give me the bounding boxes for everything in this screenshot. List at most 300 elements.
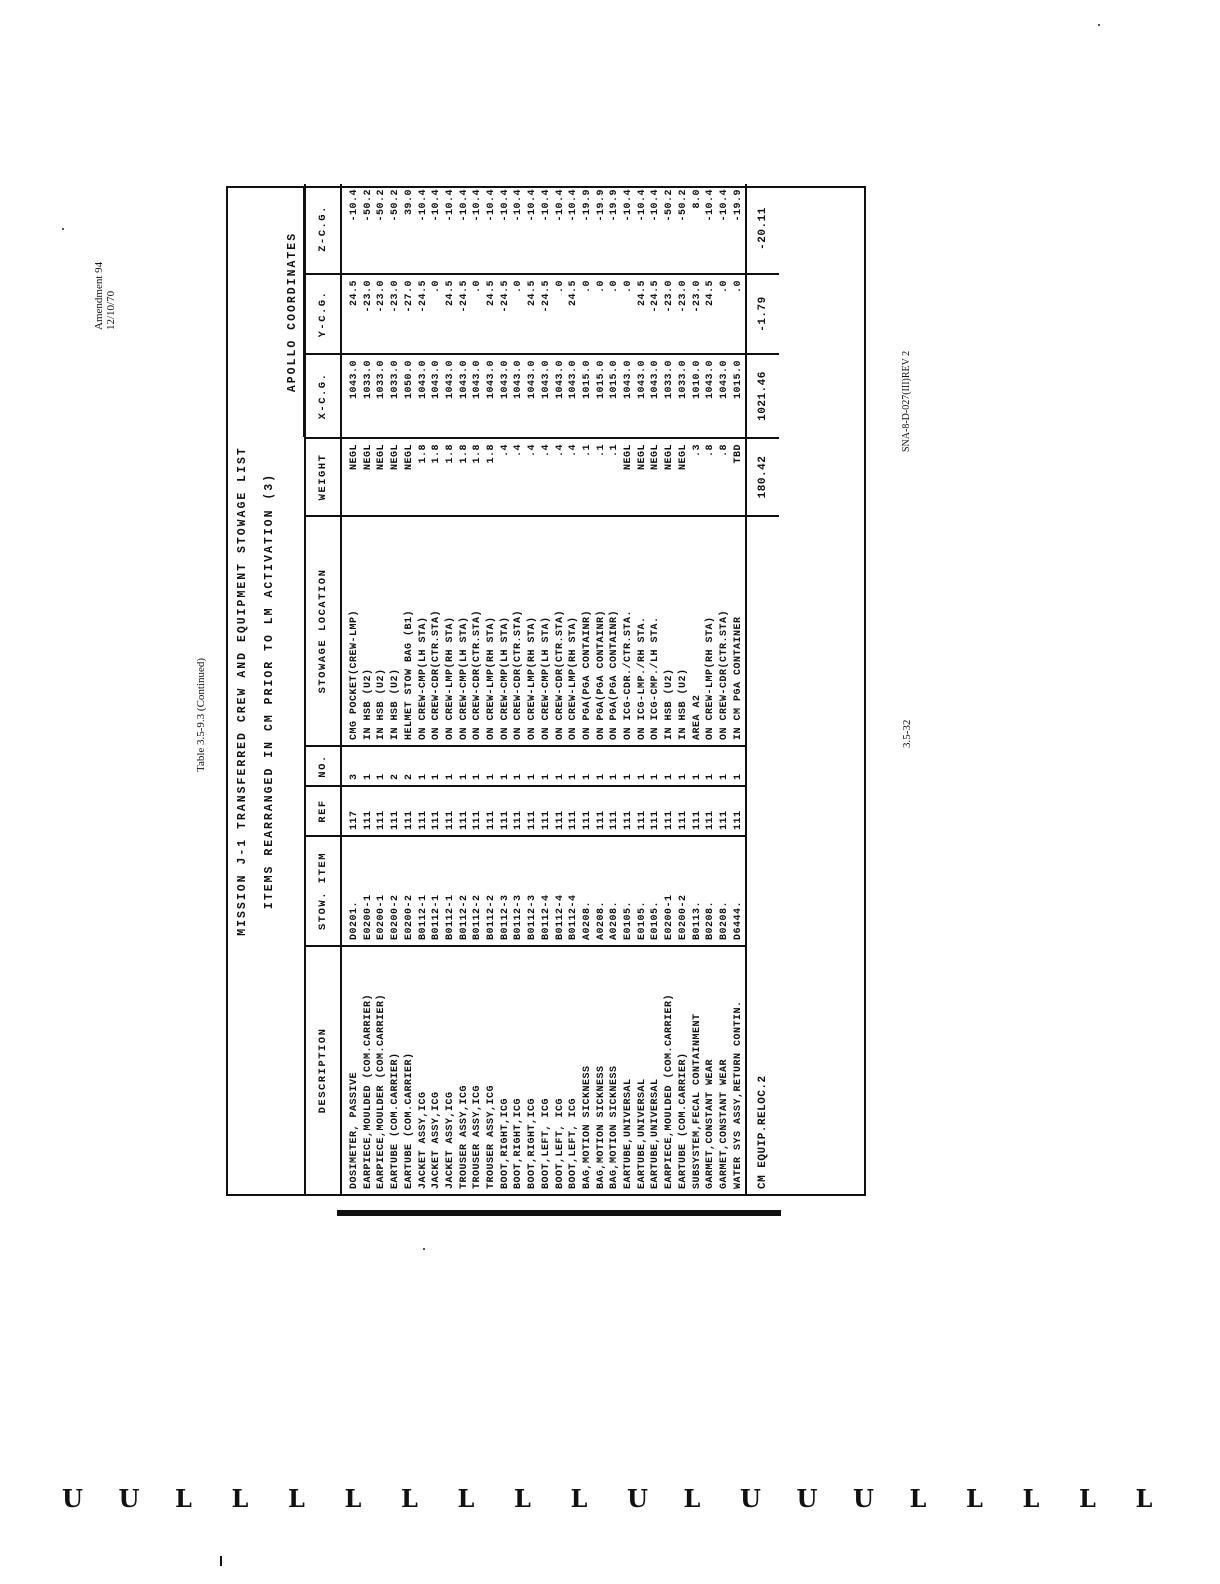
quantity-cell: 1 xyxy=(691,746,705,786)
ref-cell: 111 xyxy=(526,786,540,836)
registration-mark: U xyxy=(118,1484,140,1513)
weight-cell: .4 xyxy=(567,438,581,516)
stow-item-cell: B0113. xyxy=(691,836,705,946)
ref-cell: 111 xyxy=(595,786,609,836)
quantity-cell: 1 xyxy=(581,746,595,786)
quantity-cell: 1 xyxy=(608,746,622,786)
quantity-cell: 1 xyxy=(362,746,376,786)
total-x-cg: 1021.46 xyxy=(746,354,779,438)
stowage-location-cell: ON CREW-CMP(LH STA) xyxy=(458,516,472,746)
table-row xyxy=(718,184,732,1194)
z-cg-cell: -10.4 xyxy=(430,184,444,274)
weight-cell: NEGL xyxy=(649,438,663,516)
ref-cell: 111 xyxy=(732,786,747,836)
stow-item-cell: B0112-3 xyxy=(512,836,526,946)
stowage-location-cell: ON CREW-LMP(RH STA) xyxy=(444,516,458,746)
y-cg-cell: .0 xyxy=(595,274,609,354)
stow-item-cell: E0105. xyxy=(636,836,650,946)
y-cg-cell: 24.5 xyxy=(341,274,362,354)
registration-mark: U xyxy=(740,1484,761,1513)
ref-cell: 111 xyxy=(691,786,705,836)
weight-cell: NEGL xyxy=(636,438,650,516)
quantity-cell: 1 xyxy=(526,746,540,786)
x-cg-cell: 1043.0 xyxy=(540,354,554,438)
stow-item-cell: E0200-2 xyxy=(403,836,417,946)
x-cg-cell: 1043.0 xyxy=(718,354,732,438)
black-bar xyxy=(337,1210,781,1216)
table-row xyxy=(732,184,747,1194)
stowage-location-cell: ON CREW-LMP(RH STA) xyxy=(704,516,718,746)
stowage-location-cell: ON CREW-LMP(RH STA) xyxy=(485,516,499,746)
x-cg-cell: 1033.0 xyxy=(389,354,403,438)
ref-cell: 111 xyxy=(458,786,472,836)
registration-mark: U xyxy=(627,1484,648,1513)
stowage-location-cell: AREA A2 xyxy=(691,516,705,746)
table-row xyxy=(691,184,705,1194)
stowage-location-cell: IN HSB (U2) xyxy=(375,516,389,746)
y-cg-cell: -23.0 xyxy=(375,274,389,354)
y-cg-cell: -24.5 xyxy=(499,274,513,354)
column-header: STOWAGE LOCATION xyxy=(305,516,341,746)
amendment-label: Amendment 94 xyxy=(93,261,105,330)
y-cg-cell: 24.5 xyxy=(636,274,650,354)
weight-cell: NEGL xyxy=(375,438,389,516)
quantity-cell: 1 xyxy=(417,746,431,786)
y-cg-cell: -23.0 xyxy=(389,274,403,354)
registration-mark: L xyxy=(683,1484,701,1513)
total-weight: 180.42 xyxy=(746,438,779,516)
stowage-location-cell: ON PGA(PGA CONTAINR) xyxy=(581,516,595,746)
ref-cell: 111 xyxy=(430,786,444,836)
description-cell: BOOT,RIGHT,ICG xyxy=(513,1097,525,1189)
stowage-location-cell: IN HSB (U2) xyxy=(663,516,677,746)
z-cg-cell: -10.4 xyxy=(554,184,568,274)
weight-cell: .1 xyxy=(595,438,609,516)
ref-cell: 111 xyxy=(444,786,458,836)
table-body xyxy=(341,184,746,1194)
registration-mark: L xyxy=(1079,1484,1096,1513)
description-cell: BAG,MOTION SICKNESS xyxy=(609,1065,621,1189)
group-header-row xyxy=(282,188,304,1194)
quantity-cell: 1 xyxy=(636,746,650,786)
x-cg-cell: 1043.0 xyxy=(636,354,650,438)
weight-cell: TBD xyxy=(732,438,747,516)
x-cg-cell: 1015.0 xyxy=(732,354,747,438)
stow-item-cell: E0200-1 xyxy=(375,836,389,946)
table-row xyxy=(417,184,431,1194)
y-cg-cell: .0 xyxy=(554,274,568,354)
weight-cell: 1.8 xyxy=(458,438,472,516)
weight-cell: 1.8 xyxy=(471,438,485,516)
x-cg-cell: 1050.0 xyxy=(403,354,417,438)
z-cg-cell: -10.4 xyxy=(704,184,718,274)
stowage-location-cell: ON CREW-CMP(LH STA) xyxy=(417,516,431,746)
description-cell: EARPIECE,MOULDED (COM.CARRIER) xyxy=(664,993,676,1189)
x-cg-cell: 1043.0 xyxy=(458,354,472,438)
z-cg-cell: -10.4 xyxy=(649,184,663,274)
column-header: WEIGHT xyxy=(305,438,341,516)
weight-cell: 1.8 xyxy=(444,438,458,516)
weight-cell: NEGL xyxy=(341,438,362,516)
stow-item-cell: B0112-2 xyxy=(471,836,485,946)
stowage-table xyxy=(226,186,866,1196)
y-cg-cell: -23.0 xyxy=(677,274,691,354)
ref-cell: 111 xyxy=(403,786,417,836)
registration-mark: L xyxy=(288,1484,305,1513)
description-cell: BOOT,RIGHT,ICG xyxy=(499,1097,511,1189)
z-cg-cell: -10.4 xyxy=(526,184,540,274)
stow-item-cell: B0112-3 xyxy=(499,836,513,946)
description-cell: EARTUBE,UNIVERSAL xyxy=(650,1078,662,1189)
stowage-location-cell: ON PGA(PGA CONTAINR) xyxy=(595,516,609,746)
stowage-location-cell: ON CREW-CDR(CTR.STA) xyxy=(554,516,568,746)
weight-cell: .1 xyxy=(581,438,595,516)
quantity-cell: 1 xyxy=(704,746,718,786)
x-cg-cell: 1043.0 xyxy=(430,354,444,438)
y-cg-cell: 24.5 xyxy=(526,274,540,354)
ref-cell: 111 xyxy=(567,786,581,836)
z-cg-cell: -10.4 xyxy=(718,184,732,274)
z-cg-cell: -50.2 xyxy=(677,184,691,274)
description-cell: TROUSER ASSY,ICG xyxy=(486,1084,498,1189)
stow-item-cell: E0200-1 xyxy=(663,836,677,946)
ref-cell: 111 xyxy=(636,786,650,836)
stow-item-cell: B0112-2 xyxy=(458,836,472,946)
stowage-location-cell: ON ICG-CMP./LH STA. xyxy=(649,516,663,746)
table-row xyxy=(554,184,568,1194)
weight-cell: NEGL xyxy=(677,438,691,516)
speck xyxy=(62,228,64,230)
amendment-note xyxy=(93,210,117,330)
x-cg-cell: 1043.0 xyxy=(499,354,513,438)
stow-item-cell: B0112-1 xyxy=(417,836,431,946)
description-cell: EARTUBE (COM.CARRIER) xyxy=(390,1052,402,1189)
x-cg-cell: 1043.0 xyxy=(622,354,636,438)
table-row xyxy=(444,184,458,1194)
table-row xyxy=(341,184,362,1194)
y-cg-cell: -24.5 xyxy=(458,274,472,354)
quantity-cell: 1 xyxy=(485,746,499,786)
table-row xyxy=(375,184,389,1194)
x-cg-cell: 1043.0 xyxy=(567,354,581,438)
weight-cell: .4 xyxy=(526,438,540,516)
weight-cell: NEGL xyxy=(403,438,417,516)
quantity-cell: 1 xyxy=(718,746,732,786)
column-header: Y-C.G. xyxy=(305,274,341,354)
ref-cell: 111 xyxy=(677,786,691,836)
description-cell: DOSIMETER, PASSIVE xyxy=(349,1071,360,1189)
z-cg-cell: -50.2 xyxy=(375,184,389,274)
description-cell: TROUSER ASSY,ICG xyxy=(458,1084,470,1189)
quantity-cell: 1 xyxy=(540,746,554,786)
y-cg-cell: .0 xyxy=(430,274,444,354)
y-cg-cell: .0 xyxy=(608,274,622,354)
stowage-location-cell: ON ICG-LMP./RH STA. xyxy=(636,516,650,746)
stow-item-cell: A0208. xyxy=(595,836,609,946)
description-cell: BOOT,RIGHT,ICG xyxy=(527,1097,539,1189)
description-cell: EARTUBE (COM.CARRIER) xyxy=(403,1052,415,1189)
weight-cell: .4 xyxy=(512,438,526,516)
stowage-location-cell: ON CREW-LMP(RH STA) xyxy=(567,516,581,746)
table-row xyxy=(389,184,403,1194)
description-cell: JACKET ASSY,ICG xyxy=(417,1091,429,1189)
registration-mark: L xyxy=(1135,1484,1153,1513)
ref-cell: 111 xyxy=(499,786,513,836)
column-header: DESCRIPTION xyxy=(305,946,341,1194)
y-cg-cell: 24.5 xyxy=(444,274,458,354)
y-cg-cell: .0 xyxy=(581,274,595,354)
z-cg-cell: -10.4 xyxy=(417,184,431,274)
stow-item-cell: D0201. xyxy=(341,836,362,946)
page-number: 3.5-32 xyxy=(901,719,913,748)
quantity-cell: 1 xyxy=(512,746,526,786)
quantity-cell: 1 xyxy=(499,746,513,786)
stow-item-cell: E0200-2 xyxy=(389,836,403,946)
z-cg-cell: -50.2 xyxy=(663,184,677,274)
registration-mark: L xyxy=(966,1484,983,1513)
stow-item-cell: B0112-2 xyxy=(485,836,499,946)
z-cg-cell: -10.4 xyxy=(622,184,636,274)
table-row xyxy=(704,184,718,1194)
z-cg-cell: -10.4 xyxy=(341,184,362,274)
table-title: MISSION J-1 TRANSFERRED CREW AND EQUIPMENT STOWAGE LIST xyxy=(236,446,249,936)
z-cg-cell: -10.4 xyxy=(567,184,581,274)
stowage-location-cell: IN CM PGA CONTAINER xyxy=(732,516,747,746)
table-row xyxy=(636,184,650,1194)
description-cell: BOOT,LEFT, ICG xyxy=(540,1097,552,1189)
total-z-cg: -20.11 xyxy=(746,184,779,274)
stowage-location-cell: ON PGA(PGA CONTAINR) xyxy=(608,516,622,746)
ref-cell: 111 xyxy=(389,786,403,836)
ref-cell: 111 xyxy=(622,786,636,836)
weight-cell: 1.8 xyxy=(430,438,444,516)
ref-cell: 111 xyxy=(704,786,718,836)
x-cg-cell: 1043.0 xyxy=(341,354,362,438)
stow-item-cell: B0112-3 xyxy=(526,836,540,946)
stowage-location-cell: ON CREW-CDR(CTR.STA) xyxy=(512,516,526,746)
quantity-cell: 1 xyxy=(567,746,581,786)
z-cg-cell: -10.4 xyxy=(636,184,650,274)
weight-cell: .1 xyxy=(608,438,622,516)
weight-cell: .3 xyxy=(691,438,705,516)
description-cell: BOOT,LEFT, ICG xyxy=(554,1097,566,1189)
bottom-tick xyxy=(220,1556,222,1566)
description-cell: WATER SYS ASSY,RETURN CONTIN. xyxy=(732,1000,744,1189)
z-cg-cell: -10.4 xyxy=(471,184,485,274)
ref-cell: 111 xyxy=(540,786,554,836)
x-cg-cell: 1043.0 xyxy=(417,354,431,438)
description-cell: GARMET,CONSTANT WEAR xyxy=(718,1058,730,1189)
z-cg-cell: -19.9 xyxy=(608,184,622,274)
description-cell: EARPIECE,MOULDER (COM.CARRIER) xyxy=(376,993,388,1189)
table-row xyxy=(663,184,677,1194)
y-cg-cell: -27.0 xyxy=(403,274,417,354)
stowage-location-cell: ON CREW-CDR(CTR.STA) xyxy=(430,516,444,746)
speck xyxy=(423,1248,425,1250)
table-row xyxy=(677,184,691,1194)
stow-item-cell: E0105. xyxy=(622,836,636,946)
description-cell: SUBSYSTEM,FECAL CONTAINMENT xyxy=(691,1013,703,1189)
y-cg-cell: -24.5 xyxy=(649,274,663,354)
y-cg-cell: -24.5 xyxy=(417,274,431,354)
x-cg-cell: 1010.0 xyxy=(691,354,705,438)
description-cell: EARTUBE,UNIVERSAL xyxy=(636,1078,648,1189)
quantity-cell: 1 xyxy=(732,746,747,786)
y-cg-cell: -23.0 xyxy=(663,274,677,354)
stowage-location-cell: ON CREW-LMP(RH STA) xyxy=(526,516,540,746)
stowage-location-cell: IN HSB (U2) xyxy=(362,516,376,746)
registration-mark: U xyxy=(62,1484,83,1513)
stow-item-cell: B0208. xyxy=(704,836,718,946)
ref-cell: 111 xyxy=(554,786,568,836)
table-row xyxy=(458,184,472,1194)
weight-cell: .8 xyxy=(718,438,732,516)
stow-item-cell: B0112-4 xyxy=(567,836,581,946)
ref-cell: 111 xyxy=(417,786,431,836)
quantity-cell: 1 xyxy=(554,746,568,786)
x-cg-cell: 1033.0 xyxy=(677,354,691,438)
stowage-location-cell: ON CREW-CDR(CTR.STA) xyxy=(718,516,732,746)
description-cell: JACKET ASSY,ICG xyxy=(444,1091,456,1189)
y-cg-cell: .0 xyxy=(718,274,732,354)
y-cg-cell: .0 xyxy=(622,274,636,354)
x-cg-cell: 1043.0 xyxy=(485,354,499,438)
quantity-cell: 2 xyxy=(389,746,403,786)
document-id: SNA-8-D-027(III)REV 2 xyxy=(901,350,912,452)
z-cg-cell: -10.4 xyxy=(499,184,513,274)
quantity-cell: 1 xyxy=(444,746,458,786)
stow-item-cell: B0112-4 xyxy=(554,836,568,946)
column-header: STOW. ITEM xyxy=(305,836,341,946)
x-cg-cell: 1043.0 xyxy=(649,354,663,438)
y-cg-cell: .0 xyxy=(512,274,526,354)
weight-cell: 1.8 xyxy=(417,438,431,516)
ref-cell: 111 xyxy=(512,786,526,836)
stow-item-cell: B0112-4 xyxy=(540,836,554,946)
z-cg-cell: -10.4 xyxy=(444,184,458,274)
ref-cell: 111 xyxy=(375,786,389,836)
registration-mark: L xyxy=(401,1484,418,1513)
description-cell: BAG,MOTION SICKNESS xyxy=(595,1065,607,1189)
x-cg-cell: 1043.0 xyxy=(512,354,526,438)
y-cg-cell: -24.5 xyxy=(540,274,554,354)
table-row xyxy=(471,184,485,1194)
x-cg-cell: 1015.0 xyxy=(608,354,622,438)
z-cg-cell: -10.4 xyxy=(540,184,554,274)
stowage-location-cell: ON ICG-CDR./CTR.STA. xyxy=(622,516,636,746)
weight-cell: NEGL xyxy=(389,438,403,516)
stowage-location-cell: HELMET STOW BAG (B1) xyxy=(403,516,417,746)
table-row xyxy=(403,184,417,1194)
quantity-cell: 3 xyxy=(341,746,362,786)
x-cg-cell: 1033.0 xyxy=(663,354,677,438)
table-row xyxy=(622,184,636,1194)
quantity-cell: 1 xyxy=(471,746,485,786)
y-cg-cell: .0 xyxy=(471,274,485,354)
table-row xyxy=(567,184,581,1194)
table-row xyxy=(595,184,609,1194)
apollo-coordinates-header: APOLLO COORDINATES xyxy=(286,231,299,393)
y-cg-cell: .0 xyxy=(732,274,747,354)
y-cg-cell: -23.0 xyxy=(691,274,705,354)
description-cell: EARTUBE (COM.CARRIER) xyxy=(677,1052,689,1189)
z-cg-cell: -10.4 xyxy=(485,184,499,274)
weight-cell: 1.8 xyxy=(485,438,499,516)
quantity-cell: 1 xyxy=(595,746,609,786)
description-cell: BAG,MOTION SICKNESS xyxy=(581,1065,593,1189)
description-cell: TROUSER ASSY,ICG xyxy=(472,1084,484,1189)
quantity-cell: 1 xyxy=(663,746,677,786)
amendment-date: 12/10/70 xyxy=(105,290,117,330)
registration-mark: L xyxy=(570,1484,588,1513)
stowage-location-cell: CMG POCKET(CREW-LMP) xyxy=(341,516,362,746)
registration-mark: L xyxy=(1022,1484,1040,1513)
quantity-cell: 1 xyxy=(677,746,691,786)
total-y-cg: -1.79 xyxy=(746,274,779,354)
stow-item-cell: D6444. xyxy=(732,836,747,946)
ref-cell: 111 xyxy=(581,786,595,836)
x-cg-cell: 1043.0 xyxy=(704,354,718,438)
quantity-cell: 1 xyxy=(458,746,472,786)
x-cg-cell: 1043.0 xyxy=(471,354,485,438)
z-cg-cell: -50.2 xyxy=(389,184,403,274)
table-row xyxy=(499,184,513,1194)
x-cg-cell: 1033.0 xyxy=(375,354,389,438)
y-cg-cell: -23.0 xyxy=(362,274,376,354)
header-row xyxy=(305,184,341,1194)
stow-item-cell: B0112-1 xyxy=(444,836,458,946)
description-cell: EARTUBE,UNIVERSAL xyxy=(623,1078,635,1189)
y-cg-cell: 24.5 xyxy=(485,274,499,354)
table-row xyxy=(512,184,526,1194)
stowage-grid xyxy=(304,184,779,1194)
z-cg-cell: -10.4 xyxy=(458,184,472,274)
stowage-location-cell: IN HSB (U2) xyxy=(389,516,403,746)
stowage-location-cell: IN HSB (U2) xyxy=(677,516,691,746)
table-row xyxy=(485,184,499,1194)
column-header: X-C.G. xyxy=(305,354,341,438)
x-cg-cell: 1043.0 xyxy=(526,354,540,438)
stowage-location-cell: ON CREW-CMP(LH STA) xyxy=(499,516,513,746)
description-cell: JACKET ASSY,ICG xyxy=(431,1091,443,1189)
x-cg-cell: 1033.0 xyxy=(362,354,376,438)
ref-cell: 111 xyxy=(649,786,663,836)
quantity-cell: 1 xyxy=(375,746,389,786)
y-cg-cell: 24.5 xyxy=(704,274,718,354)
z-cg-cell: -19.9 xyxy=(595,184,609,274)
table-row xyxy=(649,184,663,1194)
table-row xyxy=(540,184,554,1194)
table-row xyxy=(430,184,444,1194)
column-header: NO. xyxy=(305,746,341,786)
table-row xyxy=(362,184,376,1194)
quantity-cell: 1 xyxy=(430,746,444,786)
registration-mark: L xyxy=(344,1484,362,1513)
ref-cell: 111 xyxy=(718,786,732,836)
weight-cell: .4 xyxy=(554,438,568,516)
stow-item-cell: E0200-2 xyxy=(677,836,691,946)
weight-cell: NEGL xyxy=(622,438,636,516)
column-header: Z-C.G. xyxy=(305,184,341,274)
stow-item-cell: A0208. xyxy=(608,836,622,946)
description-cell: EARPIECE,MOULDED (COM.CARRIER) xyxy=(362,993,374,1189)
table-row xyxy=(608,184,622,1194)
description-cell: BOOT,LEFT, ICG xyxy=(568,1097,580,1189)
total-row xyxy=(746,184,779,1194)
stowage-location-cell: ON CREW-CMP(LH STA) xyxy=(540,516,554,746)
registration-mark: L xyxy=(175,1484,192,1513)
ref-cell: 117 xyxy=(341,786,362,836)
